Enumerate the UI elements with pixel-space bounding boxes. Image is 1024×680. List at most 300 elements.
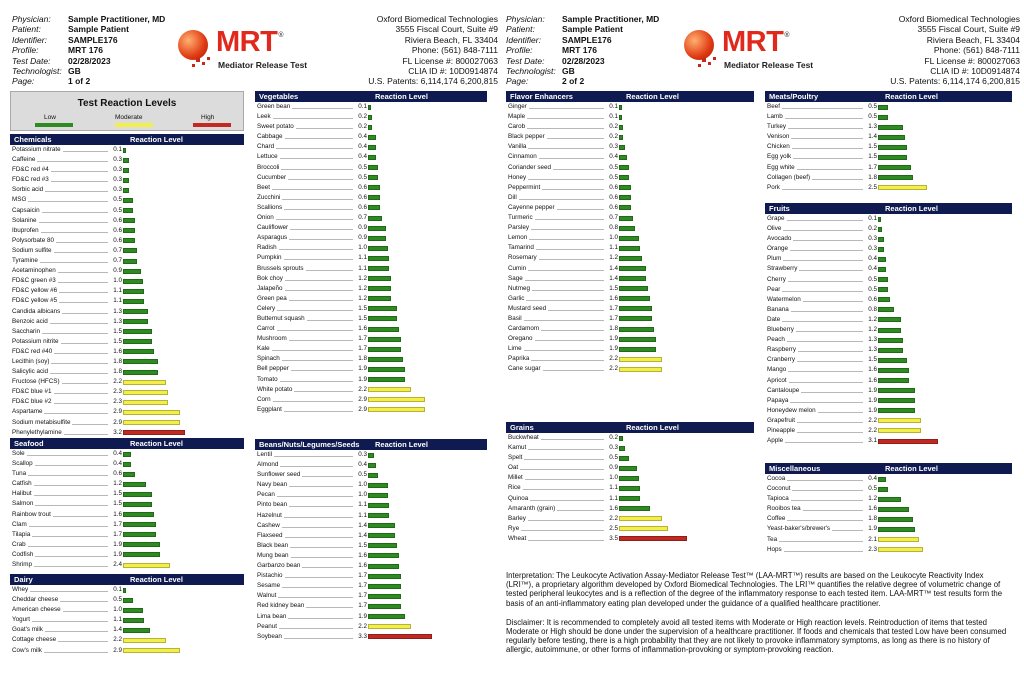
item-name: Tapioca xyxy=(767,495,789,503)
reaction-bar xyxy=(878,439,938,444)
result-row xyxy=(10,155,244,165)
item-name: Celery xyxy=(257,304,276,312)
reaction-bar xyxy=(619,446,625,451)
section-flavor xyxy=(506,91,754,375)
reaction-bar xyxy=(878,348,903,353)
item-name: Black bean xyxy=(257,541,289,549)
item-name: Green pea xyxy=(257,294,287,302)
item-value: 1.2 xyxy=(108,479,122,489)
result-row xyxy=(765,295,1012,305)
section-header xyxy=(765,203,1012,214)
item-name: Eggplant xyxy=(257,405,282,413)
item-value: 1.7 xyxy=(353,334,367,344)
reaction-bar xyxy=(619,105,622,110)
reaction-bar xyxy=(368,473,378,478)
item-name: Dill xyxy=(508,193,517,201)
physician-name: Sample Practitioner, MD xyxy=(68,14,166,24)
reaction-bar xyxy=(368,276,391,281)
result-row xyxy=(506,183,754,193)
reaction-bar xyxy=(368,125,372,130)
item-value: 1.7 xyxy=(353,571,367,581)
item-value: 0.3 xyxy=(604,443,618,453)
result-row xyxy=(255,142,487,152)
item-value: 0.3 xyxy=(108,155,122,165)
page-number: 1 of 2 xyxy=(68,76,91,87)
reaction-bar xyxy=(368,286,391,291)
item-name: Lettuce xyxy=(257,153,278,161)
result-row xyxy=(255,521,487,531)
reaction-bar xyxy=(619,476,639,481)
reaction-bar xyxy=(123,259,137,264)
item-name: Grape xyxy=(767,215,785,222)
result-row xyxy=(255,193,487,203)
item-name: Tamarind xyxy=(508,244,534,252)
reaction-bar xyxy=(123,390,168,395)
reaction-bar xyxy=(368,226,386,231)
item-name: Millet xyxy=(508,474,523,482)
reaction-bar xyxy=(368,564,399,569)
item-value: 1.8 xyxy=(863,514,877,524)
result-row xyxy=(255,223,487,233)
reaction-bar xyxy=(619,195,631,200)
reaction-bar xyxy=(619,506,650,511)
item-value: 1.4 xyxy=(108,625,122,635)
reaction-bar xyxy=(123,370,158,375)
item-value: 0.1 xyxy=(604,102,618,112)
result-row xyxy=(255,511,487,521)
reaction-bar xyxy=(123,248,137,253)
result-row xyxy=(255,561,487,571)
section-header xyxy=(506,422,754,433)
item-name: Mustard seed xyxy=(508,304,547,312)
item-value: 1.2 xyxy=(863,325,877,335)
result-row xyxy=(506,504,754,514)
item-value: 0.4 xyxy=(108,449,122,459)
item-name: Sweet potato xyxy=(257,123,294,131)
item-name: Honey xyxy=(508,173,527,181)
item-value: 1.5 xyxy=(353,314,367,324)
item-name: Turkey xyxy=(767,123,787,131)
reaction-level-label: Reaction Level xyxy=(375,440,428,449)
result-row xyxy=(506,534,754,544)
section-chemicals xyxy=(10,134,244,438)
item-name: Pear xyxy=(767,285,781,293)
item-name: Jalapeño xyxy=(257,284,283,292)
item-value: 1.0 xyxy=(108,276,122,286)
item-name: Coriander seed xyxy=(508,163,552,171)
result-row xyxy=(255,213,487,223)
reaction-bar xyxy=(368,407,425,412)
item-value: 2.9 xyxy=(108,646,122,656)
result-row xyxy=(765,102,1012,112)
reaction-bar xyxy=(123,158,129,163)
result-row xyxy=(255,612,487,622)
reaction-bar xyxy=(619,316,652,321)
reaction-level-label: Reaction Level xyxy=(626,423,679,432)
item-value: 0.3 xyxy=(604,142,618,152)
item-value: 1.9 xyxy=(108,550,122,560)
item-value: 0.5 xyxy=(604,453,618,463)
section-title: Fruits xyxy=(769,204,790,213)
section-title: Chemicals xyxy=(14,135,52,144)
item-value: 2.9 xyxy=(108,418,122,428)
result-row xyxy=(10,307,244,317)
item-value: 0.9 xyxy=(108,266,122,276)
result-row xyxy=(506,294,754,304)
reaction-bar xyxy=(619,367,662,372)
result-row xyxy=(765,494,1012,504)
item-value: 1.4 xyxy=(604,274,618,284)
result-row xyxy=(765,285,1012,295)
item-name: Sesame xyxy=(257,582,281,590)
result-row xyxy=(765,484,1012,494)
reaction-bar xyxy=(878,428,921,433)
section-title: Grains xyxy=(510,423,534,432)
result-row xyxy=(506,233,754,243)
result-row xyxy=(10,357,244,367)
result-row xyxy=(506,284,754,294)
item-name: Crab xyxy=(12,540,26,548)
item-name: Cheddar cheese xyxy=(12,596,59,604)
item-value: 1.7 xyxy=(108,520,122,530)
result-row xyxy=(255,622,487,632)
item-value: 0.5 xyxy=(863,285,877,295)
reaction-bar xyxy=(123,608,143,613)
reaction-bar xyxy=(368,115,372,120)
result-row xyxy=(506,483,754,493)
item-name: Walnut xyxy=(257,592,277,600)
reaction-bar xyxy=(123,238,135,243)
item-name: Salmon xyxy=(12,500,34,508)
item-name: Sunflower seed xyxy=(257,471,301,479)
item-value: 1.0 xyxy=(353,490,367,500)
reaction-bar xyxy=(878,477,886,482)
reaction-bar xyxy=(368,296,391,301)
item-name: Ibuprofen xyxy=(12,226,39,234)
item-name: Buckwheat xyxy=(508,434,539,441)
item-name: Cauliflower xyxy=(257,224,289,232)
item-name: Lecithin (soy) xyxy=(12,357,50,365)
item-value: 1.3 xyxy=(108,317,122,327)
item-name: Lentil xyxy=(257,451,273,458)
result-row xyxy=(255,112,487,122)
result-row xyxy=(765,142,1012,152)
item-name: Salicylic acid xyxy=(12,368,49,376)
item-value: 1.6 xyxy=(863,365,877,375)
reaction-bar xyxy=(368,614,405,619)
item-name: Soybean xyxy=(257,632,282,640)
item-name: Navy bean xyxy=(257,481,288,489)
item-name: Potassium nitrate xyxy=(12,146,61,153)
item-name: Rye xyxy=(508,524,520,532)
item-name: Clam xyxy=(12,520,27,528)
item-name: Raspberry xyxy=(767,346,797,354)
reaction-bar xyxy=(123,208,133,213)
item-name: Coconut xyxy=(767,485,791,493)
item-value: 0.1 xyxy=(108,145,122,155)
item-name: Basil xyxy=(508,314,522,322)
result-row xyxy=(255,531,487,541)
result-row xyxy=(506,152,754,162)
item-value: 1.2 xyxy=(604,253,618,263)
item-value: 3.2 xyxy=(108,428,122,438)
item-name: Oat xyxy=(508,464,519,472)
item-value: 0.6 xyxy=(604,193,618,203)
result-row xyxy=(255,581,487,591)
item-name: Spelt xyxy=(508,454,523,462)
reaction-bar xyxy=(368,216,382,221)
result-row xyxy=(255,102,487,112)
item-value: 1.3 xyxy=(863,335,877,345)
reaction-bar xyxy=(368,523,395,528)
reaction-bar xyxy=(123,319,148,324)
result-row xyxy=(506,453,754,463)
item-name: FD&C red #3 xyxy=(12,176,49,184)
item-name: Sodium metabisulfite xyxy=(12,418,71,426)
item-name: Bok choy xyxy=(257,274,283,282)
result-row xyxy=(506,274,754,284)
item-value: 3.3 xyxy=(353,632,367,642)
item-value: 2.9 xyxy=(353,405,367,415)
reaction-bar xyxy=(368,634,432,639)
reaction-bar xyxy=(878,408,915,413)
reaction-bar xyxy=(368,584,401,589)
item-name: Scallop xyxy=(12,460,33,468)
item-name: Lemon xyxy=(508,234,528,242)
reaction-bar xyxy=(368,357,403,362)
reaction-bar xyxy=(619,135,623,140)
item-name: Avocado xyxy=(767,235,792,243)
result-row xyxy=(255,571,487,581)
reaction-bar xyxy=(123,329,152,334)
legend-moderate-swatch xyxy=(115,123,153,127)
item-value: 1.5 xyxy=(353,304,367,314)
item-name: Hops xyxy=(767,545,782,553)
result-row xyxy=(765,112,1012,122)
item-name: Pinto bean xyxy=(257,501,288,509)
result-row xyxy=(765,524,1012,534)
result-row xyxy=(506,344,754,354)
reaction-bar xyxy=(878,328,901,333)
item-value: 1.0 xyxy=(604,473,618,483)
item-name: Cardamom xyxy=(508,325,540,333)
item-name: Pistachio xyxy=(257,572,283,580)
item-name: Papaya xyxy=(767,396,789,404)
result-row xyxy=(765,183,1012,193)
item-value: 0.4 xyxy=(863,254,877,264)
item-name: Watermelon xyxy=(767,295,801,303)
section-title: Seafood xyxy=(14,439,44,448)
item-value: 1.1 xyxy=(108,296,122,306)
result-row xyxy=(10,585,244,595)
item-name: Sodium sulfite xyxy=(12,246,52,254)
result-row xyxy=(10,236,244,246)
item-name: Parsley xyxy=(508,224,529,232)
item-value: 1.1 xyxy=(353,511,367,521)
item-value: 1.9 xyxy=(863,396,877,406)
item-value: 0.7 xyxy=(108,256,122,266)
result-row xyxy=(765,173,1012,183)
item-name: Quinoa xyxy=(508,494,529,502)
result-row xyxy=(765,275,1012,285)
item-value: 1.4 xyxy=(604,264,618,274)
item-name: Vanilla xyxy=(508,143,527,151)
result-row xyxy=(10,449,244,459)
result-row xyxy=(506,142,754,152)
result-row xyxy=(10,407,244,417)
reaction-bar xyxy=(878,185,927,190)
item-name: Cayenne pepper xyxy=(508,203,555,211)
item-name: Flaxseed xyxy=(257,531,283,539)
patient-info-2: Physician: Sample Practitioner, MD Patient: Sample Patient Identifier: SAMPLE176 Profile: MRT 176 Test Date: 02/28/2023 Technologist: GB Page: 2 of 2 xyxy=(506,14,660,87)
result-row xyxy=(506,443,754,453)
item-value: 3.5 xyxy=(604,534,618,544)
item-name: Tomato xyxy=(257,375,278,383)
item-name: Cumin xyxy=(508,264,527,272)
reaction-bar xyxy=(878,358,907,363)
item-value: 2.2 xyxy=(604,354,618,364)
item-name: Cranberry xyxy=(767,356,795,364)
item-value: 2.5 xyxy=(863,183,877,193)
result-row xyxy=(10,646,244,656)
result-row xyxy=(506,122,754,132)
item-value: 2.3 xyxy=(108,387,122,397)
result-row xyxy=(255,375,487,385)
reaction-bar xyxy=(123,279,143,284)
item-value: 1.9 xyxy=(863,386,877,396)
reaction-bar xyxy=(878,105,888,110)
item-value: 0.6 xyxy=(353,183,367,193)
item-name: Orange xyxy=(767,245,789,253)
section-vegetables xyxy=(255,91,487,415)
reaction-bar xyxy=(123,532,156,537)
item-name: Grapefruit xyxy=(767,416,795,424)
section-header xyxy=(10,134,244,145)
result-row xyxy=(255,183,487,193)
item-value: 2.9 xyxy=(108,407,122,417)
item-value: 2.2 xyxy=(863,416,877,426)
result-row xyxy=(10,317,244,327)
item-name: Olive xyxy=(767,225,782,233)
reaction-bar xyxy=(619,456,629,461)
item-value: 0.1 xyxy=(108,585,122,595)
result-row xyxy=(10,595,244,605)
reaction-bar xyxy=(368,347,401,352)
reaction-bar xyxy=(619,357,662,362)
reaction-bar xyxy=(123,168,129,173)
item-name: Cocoa xyxy=(767,475,786,482)
reaction-bar xyxy=(619,246,640,251)
item-name: Peppermint xyxy=(508,183,541,191)
item-value: 1.5 xyxy=(863,142,877,152)
reaction-bar xyxy=(878,217,881,222)
reaction-legend: Test Reaction Levels Low Moderate High xyxy=(10,91,244,131)
item-name: Pineapple xyxy=(767,426,796,434)
result-row xyxy=(255,334,487,344)
item-name: Kamut xyxy=(508,444,527,452)
item-value: 0.6 xyxy=(108,236,122,246)
reaction-bar xyxy=(123,552,160,557)
result-row xyxy=(506,364,754,374)
item-name: Beef xyxy=(767,103,780,110)
item-name: Amaranth (grain) xyxy=(508,504,556,512)
section-grains xyxy=(506,422,754,544)
item-name: Broccoli xyxy=(257,163,280,171)
item-name: Lamb xyxy=(767,113,783,121)
result-row xyxy=(255,264,487,274)
result-row xyxy=(255,122,487,132)
result-row xyxy=(765,365,1012,375)
result-row xyxy=(765,514,1012,524)
item-value: 2.2 xyxy=(108,635,122,645)
result-row xyxy=(255,294,487,304)
item-value: 1.9 xyxy=(353,612,367,622)
item-name: Carrot xyxy=(257,325,275,333)
reaction-bar xyxy=(123,410,180,415)
reaction-bar xyxy=(123,492,152,497)
item-value: 1.6 xyxy=(108,510,122,520)
technologist: GB xyxy=(68,66,81,77)
item-value: 0.5 xyxy=(604,163,618,173)
item-value: 2.5 xyxy=(604,524,618,534)
mrt-logo: MRT® Mediator Release Test xyxy=(178,28,328,76)
result-row xyxy=(765,132,1012,142)
reaction-bar xyxy=(878,398,915,403)
interpretation-block xyxy=(506,571,1010,665)
item-value: 1.7 xyxy=(353,344,367,354)
item-name: Yeast-baker's/brewer's xyxy=(767,525,831,533)
item-value: 2.2 xyxy=(863,426,877,436)
result-row xyxy=(255,324,487,334)
reaction-bar xyxy=(123,542,160,547)
reaction-bar xyxy=(619,436,623,441)
reaction-bar xyxy=(878,507,909,512)
section-fruits xyxy=(765,203,1012,446)
reaction-bar xyxy=(878,547,923,552)
logo-sphere-icon xyxy=(684,30,714,60)
reaction-bar xyxy=(619,256,642,261)
item-name: Onion xyxy=(257,214,274,222)
reaction-bar xyxy=(619,185,631,190)
result-row xyxy=(10,428,244,438)
item-name: Pork xyxy=(767,183,780,191)
item-value: 0.7 xyxy=(604,213,618,223)
reaction-bar xyxy=(368,387,411,392)
item-value: 0.5 xyxy=(353,173,367,183)
reaction-bar xyxy=(878,175,913,180)
reaction-bar xyxy=(123,400,168,405)
item-name: Cottage cheese xyxy=(12,636,57,644)
result-row xyxy=(765,163,1012,173)
reaction-bar xyxy=(619,286,648,291)
reaction-bar xyxy=(368,165,378,170)
reaction-bar xyxy=(123,482,146,487)
reaction-bar xyxy=(878,145,907,150)
item-value: 2.1 xyxy=(863,535,877,545)
item-name: Pumpkin xyxy=(257,254,282,262)
reaction-bar xyxy=(123,218,135,223)
reaction-bar xyxy=(368,185,380,190)
item-name: Mung bean xyxy=(257,551,289,559)
reaction-bar xyxy=(123,452,131,457)
reaction-level-label: Reaction Level xyxy=(885,204,938,213)
section-header xyxy=(765,91,1012,102)
result-row xyxy=(10,296,244,306)
item-name: Lima bean xyxy=(257,612,287,620)
item-value: 0.4 xyxy=(353,142,367,152)
item-value: 0.5 xyxy=(353,470,367,480)
reaction-bar xyxy=(878,297,890,302)
